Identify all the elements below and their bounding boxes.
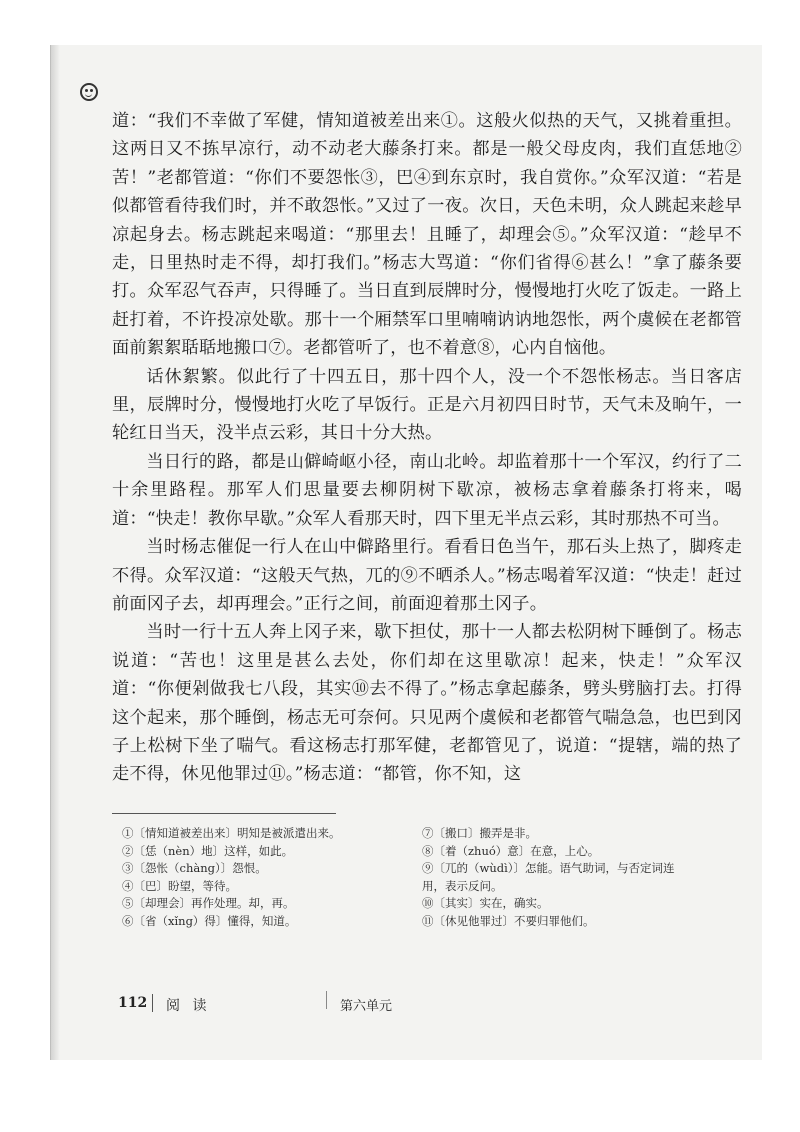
publisher-logo-icon — [80, 83, 98, 101]
paragraph-2: 话休絮繁。似此行了十四五日，那十四个人，没一个不怨怅杨志。当日客店里，辰牌时分，慢慢地打火吃了早饭行。正是六月初四日时节，天气未及晌午，一轮红日当天，没半点云彩，其日十分大热。 — [112, 366, 742, 444]
footer-divider-unit — [326, 991, 327, 1009]
footnote-10: ⑩〔其实〕实在，确实。 — [422, 896, 549, 910]
footnote-3: ③〔怨怅（chàng）〕怨恨。 — [122, 861, 267, 875]
unit-label: 第六单元 — [340, 999, 393, 1014]
footnote-8: ⑧〔着（zhuó）意〕在意，上心。 — [422, 843, 600, 858]
footnote-2: ②〔恁（nèn）地〕这样，如此。 — [122, 843, 294, 858]
paragraph-3: 当日行的路，都是山僻崎岖小径，南山北岭。却监着那十一个军汉，约行了二十余里路程。那军人们思量要去柳阴树下歇凉，被杨志拿着藤条打将来，喝道：“快走！教你早歇。”众军人看那天时，四下里无半点云彩，其时那热不可当。 — [112, 451, 742, 529]
footnotes-right — [422, 825, 682, 930]
page-number: 112 — [118, 995, 148, 1011]
main-text — [112, 107, 742, 789]
footnote-1: ①〔情知道被差出来〕明知是被派遣出来。 — [122, 826, 341, 840]
book-page — [50, 45, 762, 1060]
footnote-9: ⑨〔兀的（wùdì）〕怎能。语气助词，与否定词连用，表示反问。 — [422, 861, 675, 893]
footnote-11: ⑪〔休见他罪过〕不要归罪他们。 — [422, 913, 595, 928]
section-label: 阅 读 — [166, 998, 211, 1014]
paragraph-5: 当时一行十五人奔上冈子来，歇下担仗，那十一人都去松阴树下睡倒了。杨志说道：“苦也！这里是甚么去处，你们却在这里歇凉！起来，快走！”众军汉道：“你便剁做我七八段，其实⑩去不得了。”杨志拿起藤条，劈头劈脑打去。打得这个起来，那个睡倒，杨志无可奈何。只见两个虞候和老都管气喘急急，也巴到冈子上松树下坐了喘气。看这杨志打那军健，老都管见了，说道：“提辖，端的热了走不得，休见他罪过⑪。”杨志道：“都管，你不知，这 — [112, 622, 742, 785]
footnote-4: ④〔巴〕盼望，等待。 — [122, 878, 237, 893]
footnotes-left — [122, 825, 422, 930]
footer-divider — [152, 994, 153, 1012]
footnote-5: ⑤〔却理会〕再作处理。却，再。 — [122, 896, 295, 910]
paragraph-1: 道：“我们不幸做了军健，情知道被差出来①。这般火似热的天气，又挑着重担。这两日又不拣早凉行，动不动老大藤条打来。都是一般父母皮肉，我们直恁地②苦！”老都管道：“你们不要怨怅③，巴④到东京时，我自赏你。”众军汉道：“若是似都管看待我们时，并不敢怨怅。”又过了一夜。次日，天色未明，众人跳起来趁早凉起身去。杨志跳起来喝道：“那里去！且睡了，却理会⑤。”众军汉道：“趁早不走，日里热时走不得，却打我们。”杨志大骂道：“你们省得⑥甚么！”拿了藤条要打。众军忍气吞声，只得睡了。当日直到辰牌时分，慢慢地打火吃了饭走。一路上赶打着，不许投凉处歇。那十一个厢禁军口里喃喃讷讷地怨怅，两个虞候在老都管面前絮絮聒聒地搬口⑦。老都管听了，也不着意⑧，心内自恼他。 — [112, 111, 742, 359]
paragraph-4: 当时杨志催促一行人在山中僻路里行。看看日色当午，那石头上热了，脚疼走不得。众军汉道：“这般天气热，兀的⑨不晒杀人。”杨志喝着军汉道：“快走！赶过前面冈子去，却再理会。”正行之间，前面迎着那土冈子。 — [112, 537, 742, 614]
footnote-7: ⑦〔搬口〕搬弄是非。 — [422, 826, 537, 840]
footnote-6: ⑥〔省（xǐng）得〕懂得，知道。 — [122, 913, 297, 928]
footnote-rule — [112, 813, 336, 814]
